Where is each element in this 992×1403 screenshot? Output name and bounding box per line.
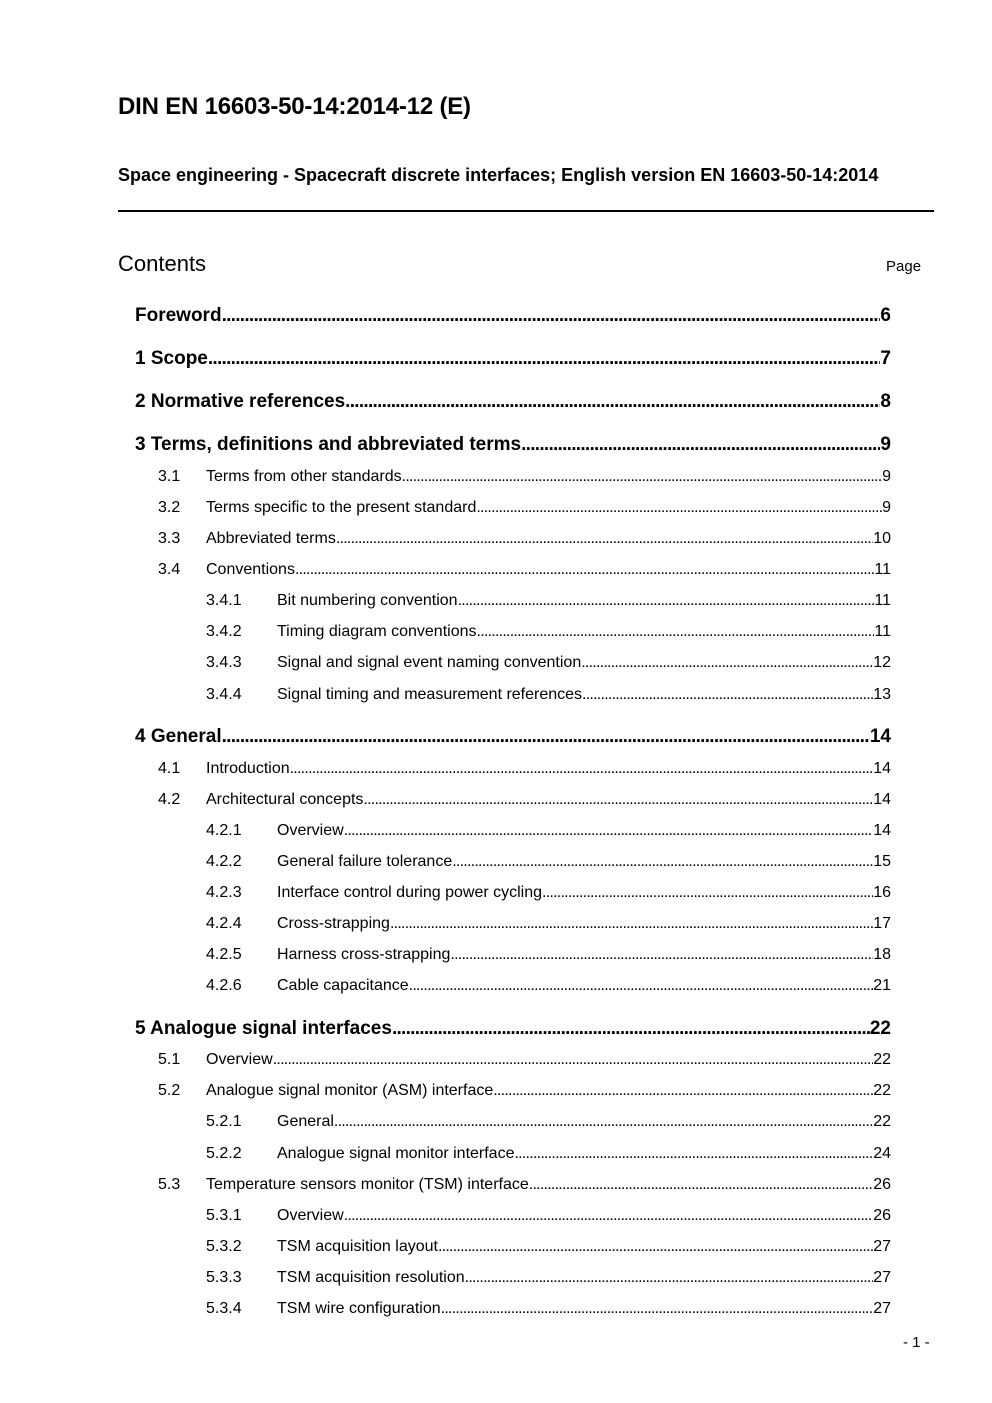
toc-leader-dots (493, 1082, 873, 1100)
toc-entry[interactable] (206, 1145, 891, 1163)
toc-entry[interactable] (206, 1113, 891, 1131)
toc-leader-dots (390, 915, 873, 933)
document-title: DIN EN 16603-50-14:2014-12 (E) (118, 93, 471, 120)
toc-entry[interactable] (206, 1238, 891, 1256)
toc-entry-page: 22 (873, 1051, 891, 1068)
toc-leader-dots (450, 946, 873, 964)
toc-entry-label: Introduction (206, 760, 290, 777)
toc-entry[interactable] (158, 791, 891, 809)
toc-leader-dots (438, 1238, 873, 1256)
toc-entry-page: 14 (873, 791, 891, 808)
toc-entry-label: 3 Terms, definitions and abbreviated terms (135, 434, 522, 455)
toc-entry-label: TSM acquisition resolution (277, 1269, 465, 1286)
toc-entry[interactable] (206, 686, 891, 704)
toc-leader-dots (336, 530, 873, 548)
toc-entry[interactable] (158, 1082, 891, 1100)
toc-entry-number: 5.3.4 (206, 1300, 242, 1317)
toc-entry-label: General (277, 1113, 334, 1130)
toc-entry-page: 7 (880, 348, 891, 369)
toc-leader-dots (514, 1145, 873, 1163)
toc-entry-page: 22 (873, 1113, 891, 1130)
toc-entry-label: Interface control during power cycling (277, 884, 543, 901)
toc-leader-dots (290, 760, 874, 778)
toc-entry-label: Overview (277, 1207, 344, 1224)
toc-entry-number: 4.2.6 (206, 977, 242, 994)
toc-leader-dots (273, 1051, 874, 1069)
toc-entry-page: 17 (873, 915, 891, 932)
toc-entry[interactable] (135, 305, 891, 327)
toc-entry-number: 4.2 (158, 791, 181, 808)
toc-entry-number: 5.2.2 (206, 1145, 242, 1162)
toc-leader-dots (465, 1269, 874, 1287)
toc-entry-number: 3.4.2 (206, 623, 242, 640)
toc-entry-number: 3.4 (158, 561, 181, 578)
toc-entry-number: 5.2.1 (206, 1113, 242, 1130)
toc-entry-number: 5.2 (158, 1082, 181, 1099)
toc-entry-label: Overview (277, 822, 344, 839)
toc-entry-label: Abbreviated terms (206, 530, 336, 547)
toc-entry[interactable] (135, 348, 891, 370)
toc-leader-dots (344, 1207, 874, 1225)
toc-entry-label: 1 Scope (135, 348, 208, 369)
toc-entry[interactable] (206, 822, 891, 840)
toc-entry[interactable] (158, 530, 891, 548)
toc-entry-label: Bit numbering convention (277, 592, 458, 609)
toc-entry-page: 8 (880, 391, 891, 412)
toc-entry-page: 16 (873, 884, 891, 901)
toc-entry-label: Harness cross-strapping (277, 946, 451, 963)
toc-entry-page: 27 (873, 1269, 891, 1286)
toc-entry-label: Cross-strapping (277, 915, 390, 932)
page-column-heading: Page (886, 258, 922, 275)
toc-entry-label: Terms specific to the present standard (206, 499, 477, 516)
toc-entry[interactable] (206, 1300, 891, 1318)
toc-leader-dots (529, 1176, 873, 1194)
toc-leader-dots (542, 884, 873, 902)
toc-entry[interactable] (158, 760, 891, 778)
toc-entry-number: 3.2 (158, 499, 181, 516)
toc-leader-dots (458, 592, 875, 610)
toc-leader-dots (344, 822, 874, 840)
toc-entry-number: 3.3 (158, 530, 181, 547)
toc-entry-number: 3.1 (158, 468, 181, 485)
toc-entry-page: 24 (873, 1145, 891, 1162)
toc-entry-label: Signal timing and measurement references (277, 686, 583, 703)
toc-entry-page: 22 (869, 1018, 891, 1039)
toc-entry-page: 14 (873, 822, 891, 839)
toc-entry-label: Analogue signal monitor interface (277, 1145, 515, 1162)
toc-leader-dots (222, 305, 881, 327)
toc-leader-dots (582, 686, 873, 704)
toc-entry-label: Terms from other standards (206, 468, 402, 485)
toc-entry-page: 6 (880, 305, 891, 326)
toc-entry-number: 4.1 (158, 760, 181, 777)
toc-entry[interactable] (206, 654, 891, 672)
toc-entry-page: 27 (873, 1300, 891, 1317)
toc-entry-number: 5.3.2 (206, 1238, 242, 1255)
page-number-footer: - 1 - (903, 1334, 930, 1351)
toc-entry[interactable] (206, 977, 891, 995)
toc-entry-page: 11 (874, 623, 891, 640)
toc-leader-dots (345, 391, 880, 413)
toc-entry-label: TSM wire configuration (277, 1300, 441, 1317)
toc-entry-page: 11 (874, 592, 891, 609)
toc-entry-page: 22 (873, 1082, 891, 1099)
toc-leader-dots (452, 853, 873, 871)
toc-entry-label: 2 Normative references (135, 391, 346, 412)
toc-entry[interactable] (206, 946, 891, 964)
toc-entry-label: TSM acquisition layout (277, 1238, 438, 1255)
toc-entry-label: Timing diagram conventions (277, 623, 477, 640)
toc-entry[interactable] (135, 726, 891, 748)
toc-entry-label: 4 General (135, 726, 222, 747)
toc-entry-page: 10 (873, 530, 891, 547)
toc-entry-page: 9 (882, 468, 891, 485)
toc-entry-number: 4.2.5 (206, 946, 242, 963)
toc-leader-dots (409, 977, 874, 995)
toc-entry[interactable] (158, 1176, 891, 1194)
contents-heading: Contents (118, 251, 207, 276)
toc-entry-page: 14 (873, 760, 891, 777)
toc-entry-page: 18 (873, 946, 891, 963)
toc-entry[interactable] (158, 561, 891, 579)
toc-entry[interactable] (206, 592, 891, 610)
toc-entry-number: 4.2.2 (206, 853, 242, 870)
toc-entry-label: 5 Analogue signal interfaces (135, 1018, 392, 1039)
toc-entry[interactable] (206, 884, 891, 902)
toc-leader-dots (476, 499, 882, 517)
toc-entry-label: Signal and signal event naming convention (277, 654, 582, 671)
toc-entry-number: 3.4.1 (206, 592, 242, 609)
toc-entry[interactable] (206, 1207, 891, 1225)
toc-leader-dots (521, 434, 880, 456)
header-rule (118, 210, 934, 212)
toc-entry-label: Temperature sensors monitor (TSM) interface (206, 1176, 529, 1193)
toc-entry-page: 21 (873, 977, 891, 994)
toc-entry-number: 4.2.4 (206, 915, 242, 932)
toc-entry-number: 5.1 (158, 1051, 181, 1068)
toc-entry-page: 13 (873, 686, 891, 703)
toc-entry-page: 26 (873, 1176, 891, 1193)
toc-entry[interactable] (206, 623, 891, 641)
toc-leader-dots (208, 348, 881, 370)
toc-entry[interactable] (135, 1018, 891, 1040)
toc-entry[interactable] (206, 915, 891, 933)
toc-leader-dots (402, 468, 882, 486)
document-subtitle: Space engineering - Spacecraft discrete interfaces; English version EN 16603-50-14:2014 (118, 165, 879, 185)
toc-entry-label: Architectural concepts (206, 791, 364, 808)
toc-entry[interactable] (158, 1051, 891, 1069)
toc-entry-label: Conventions (206, 561, 295, 578)
toc-entry-number: 5.3.3 (206, 1269, 242, 1286)
toc-entry-number: 5.3 (158, 1176, 181, 1193)
toc-entry-page: 9 (880, 434, 891, 455)
toc-entry-number: 5.3.1 (206, 1207, 242, 1224)
toc-entry-number: 4.2.1 (206, 822, 242, 839)
toc-entry-number: 4.2.3 (206, 884, 242, 901)
toc-entry-number: 3.4.3 (206, 654, 242, 671)
toc-entry[interactable] (158, 499, 891, 517)
toc-entry-label: Foreword (135, 305, 222, 326)
toc-entry-label: General failure tolerance (277, 853, 453, 870)
toc-entry-page: 11 (874, 561, 891, 578)
toc-entry[interactable] (206, 1269, 891, 1287)
toc-entry-page: 27 (873, 1238, 891, 1255)
toc-entry-label: Overview (206, 1051, 273, 1068)
toc-leader-dots (295, 561, 874, 579)
toc-leader-dots (334, 1113, 873, 1131)
toc-entry-label: Analogue signal monitor (ASM) interface (206, 1082, 494, 1099)
toc-leader-dots (441, 1300, 874, 1318)
toc-entry-page: 12 (873, 654, 891, 671)
toc-entry-page: 26 (873, 1207, 891, 1224)
toc-leader-dots (581, 654, 873, 672)
toc-leader-dots (363, 791, 873, 809)
toc-entry[interactable] (158, 468, 891, 486)
toc-leader-dots (392, 1018, 870, 1040)
toc-entry-page: 9 (882, 499, 891, 516)
toc-entry-label: Cable capacitance (277, 977, 409, 994)
toc-entry-page: 15 (873, 853, 891, 870)
toc-entry[interactable] (206, 853, 891, 871)
toc-leader-dots (222, 726, 870, 748)
toc-entry-number: 3.4.4 (206, 686, 242, 703)
toc-entry-page: 14 (869, 726, 891, 747)
toc-entry[interactable] (135, 391, 891, 413)
toc-leader-dots (477, 623, 875, 641)
toc-entry[interactable] (135, 434, 891, 456)
